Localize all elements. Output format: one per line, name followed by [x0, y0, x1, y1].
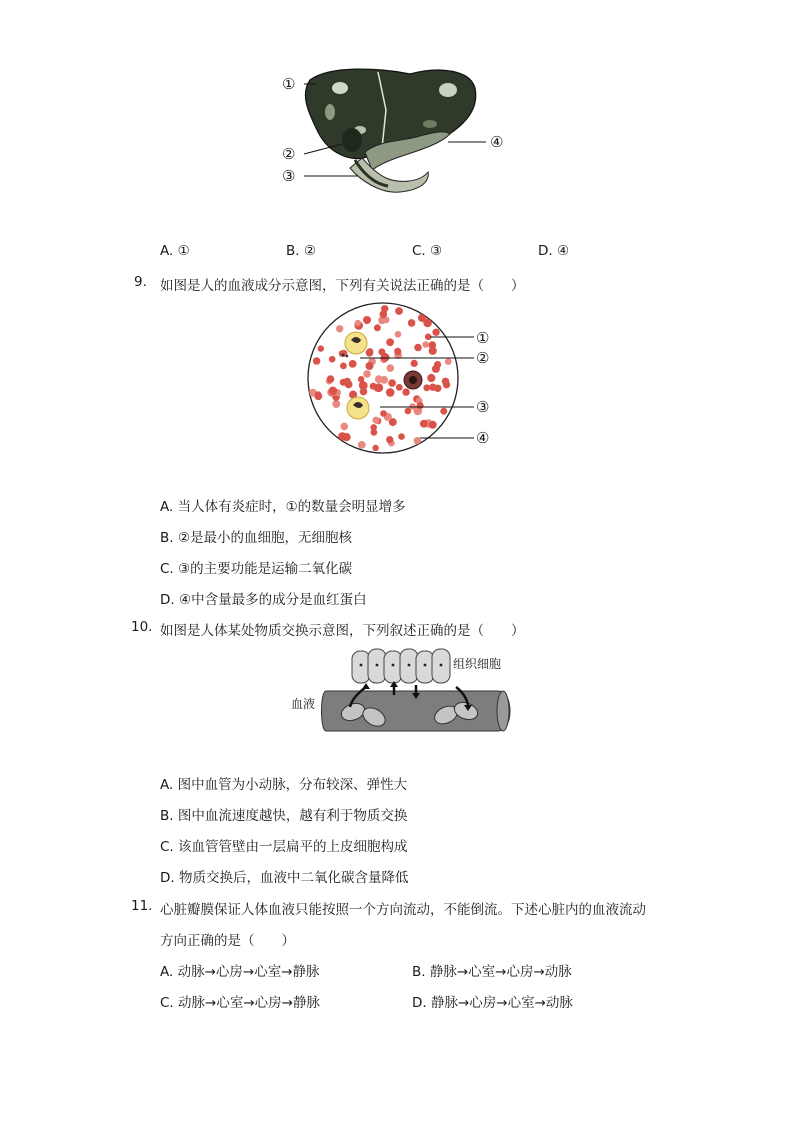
- blood-label-3: ③: [476, 398, 490, 416]
- red-blood-cell: [445, 358, 452, 365]
- red-blood-cell: [349, 360, 357, 368]
- q9-option-d[interactable]: D. ④中含量最多的成分是血红蛋白: [160, 592, 367, 608]
- red-blood-cell: [359, 381, 368, 390]
- q9-option-b[interactable]: B. ②是最小的血细胞，无细胞核: [160, 530, 352, 546]
- blood-label-4: ④: [476, 429, 490, 447]
- q10-option-a[interactable]: A. 图中血管为小动脉，分布较深、弹性大: [160, 777, 408, 793]
- red-blood-cell: [388, 379, 396, 387]
- blood-smear-figure: [300, 300, 500, 460]
- q9-stem: 如图是人的血液成分示意图，下列有关说法正确的是（ ）: [160, 278, 525, 294]
- organ-label-4: ④: [490, 133, 504, 151]
- red-blood-cell: [387, 364, 395, 372]
- red-blood-cell: [340, 379, 347, 386]
- red-blood-cell: [422, 341, 429, 348]
- red-blood-cell: [394, 348, 401, 355]
- q9-number: 9.: [134, 274, 147, 290]
- q8-option-b[interactable]: B. ②: [286, 243, 316, 259]
- red-blood-cell: [423, 384, 430, 391]
- q11-stem-line1: 心脏瓣膜保证人体血液只能按照一个方向流动，不能倒流。下述心脏内的血液流动: [160, 902, 646, 918]
- red-blood-cell: [381, 353, 390, 362]
- red-blood-cell: [374, 324, 381, 331]
- q8-option-d[interactable]: D. ④: [538, 243, 570, 259]
- red-blood-cell: [329, 387, 338, 396]
- q11-number: 11.: [131, 898, 153, 914]
- red-blood-cell: [315, 391, 322, 398]
- red-blood-cell: [381, 305, 388, 312]
- red-blood-cell: [411, 360, 418, 367]
- red-blood-cell: [318, 345, 324, 351]
- blood-label-1: ①: [476, 329, 490, 347]
- organ-label-2: ②: [282, 145, 296, 163]
- tissue-cells-label: 组织细胞: [453, 657, 502, 671]
- red-blood-cell: [386, 338, 394, 346]
- red-blood-cell: [395, 331, 402, 338]
- red-blood-cell: [367, 348, 374, 355]
- q8-option-c[interactable]: C. ③: [412, 243, 443, 259]
- q11-stem-line2: 方向正确的是（ ）: [160, 933, 295, 949]
- red-blood-cell: [358, 376, 364, 382]
- q10-option-d[interactable]: D. 物质交换后，血液中二氧化碳含量降低: [160, 870, 409, 886]
- red-blood-cell: [371, 429, 378, 436]
- blood-label: 血液: [291, 697, 316, 711]
- q10-stem: 如图是人体某处物质交换示意图，下列叙述正确的是（ ）: [160, 623, 525, 639]
- red-blood-cell: [414, 344, 422, 352]
- red-blood-cell: [434, 361, 441, 368]
- red-blood-cell: [386, 388, 395, 397]
- red-blood-cell: [395, 307, 403, 315]
- red-blood-cell: [355, 320, 361, 326]
- red-blood-cell: [429, 421, 437, 429]
- red-blood-cell: [386, 436, 393, 443]
- q9-option-c[interactable]: C. ③的主要功能是运输二氧化碳: [160, 561, 353, 577]
- red-blood-cell: [380, 410, 387, 417]
- red-blood-cell: [327, 375, 335, 383]
- q11-option-c[interactable]: C. 动脉→心室→心房→静脉: [160, 995, 320, 1011]
- red-blood-cell: [418, 314, 426, 322]
- q9-option-a[interactable]: A. 当人体有炎症时，①的数量会明显增多: [160, 499, 406, 515]
- q11-option-a[interactable]: A. 动脉→心房→心室→静脉: [160, 964, 320, 980]
- red-blood-cell: [336, 325, 343, 332]
- q11-option-b[interactable]: B. 静脉→心室→心房→动脉: [412, 964, 572, 980]
- red-blood-cell: [417, 402, 424, 409]
- q10-option-c[interactable]: C. 该血管管壁由一层扁平的上皮细胞构成: [160, 839, 408, 855]
- red-blood-cell: [332, 400, 340, 408]
- organ-label-1: ①: [282, 75, 296, 93]
- red-blood-cell: [363, 316, 371, 324]
- red-blood-cell: [429, 347, 437, 355]
- red-blood-cell: [408, 319, 416, 327]
- red-blood-cell: [370, 383, 377, 390]
- q8-option-a[interactable]: A. ①: [160, 243, 190, 259]
- red-blood-cell: [398, 433, 405, 440]
- red-blood-cell: [372, 417, 379, 424]
- red-blood-cell: [427, 374, 435, 382]
- red-blood-cell: [440, 408, 447, 415]
- organ-label-3: ③: [282, 167, 296, 185]
- red-blood-cell: [432, 329, 439, 336]
- q10-option-b[interactable]: B. 图中血流速度越快，越有利于物质交换: [160, 808, 408, 824]
- q11-option-d[interactable]: D. 静脉→心房→心室→动脉: [412, 995, 573, 1011]
- red-blood-cell: [443, 381, 450, 388]
- red-blood-cell: [363, 370, 371, 378]
- red-blood-cell: [372, 445, 378, 451]
- q10-number: 10.: [131, 619, 153, 635]
- red-blood-cell: [405, 408, 412, 415]
- red-blood-cell: [375, 375, 383, 383]
- red-blood-cell: [341, 423, 349, 431]
- red-blood-cell: [329, 356, 336, 363]
- red-blood-cell: [313, 357, 321, 365]
- red-blood-cell: [340, 363, 347, 370]
- blood-label-2: ②: [476, 349, 490, 367]
- digestive-organs-figure: [270, 60, 520, 210]
- red-blood-cell: [358, 441, 366, 449]
- red-blood-cell: [429, 384, 436, 391]
- red-blood-cell: [402, 388, 409, 395]
- red-blood-cell: [396, 384, 403, 391]
- red-blood-cell: [420, 420, 428, 428]
- red-blood-cell: [366, 362, 374, 370]
- red-blood-cell: [414, 437, 421, 444]
